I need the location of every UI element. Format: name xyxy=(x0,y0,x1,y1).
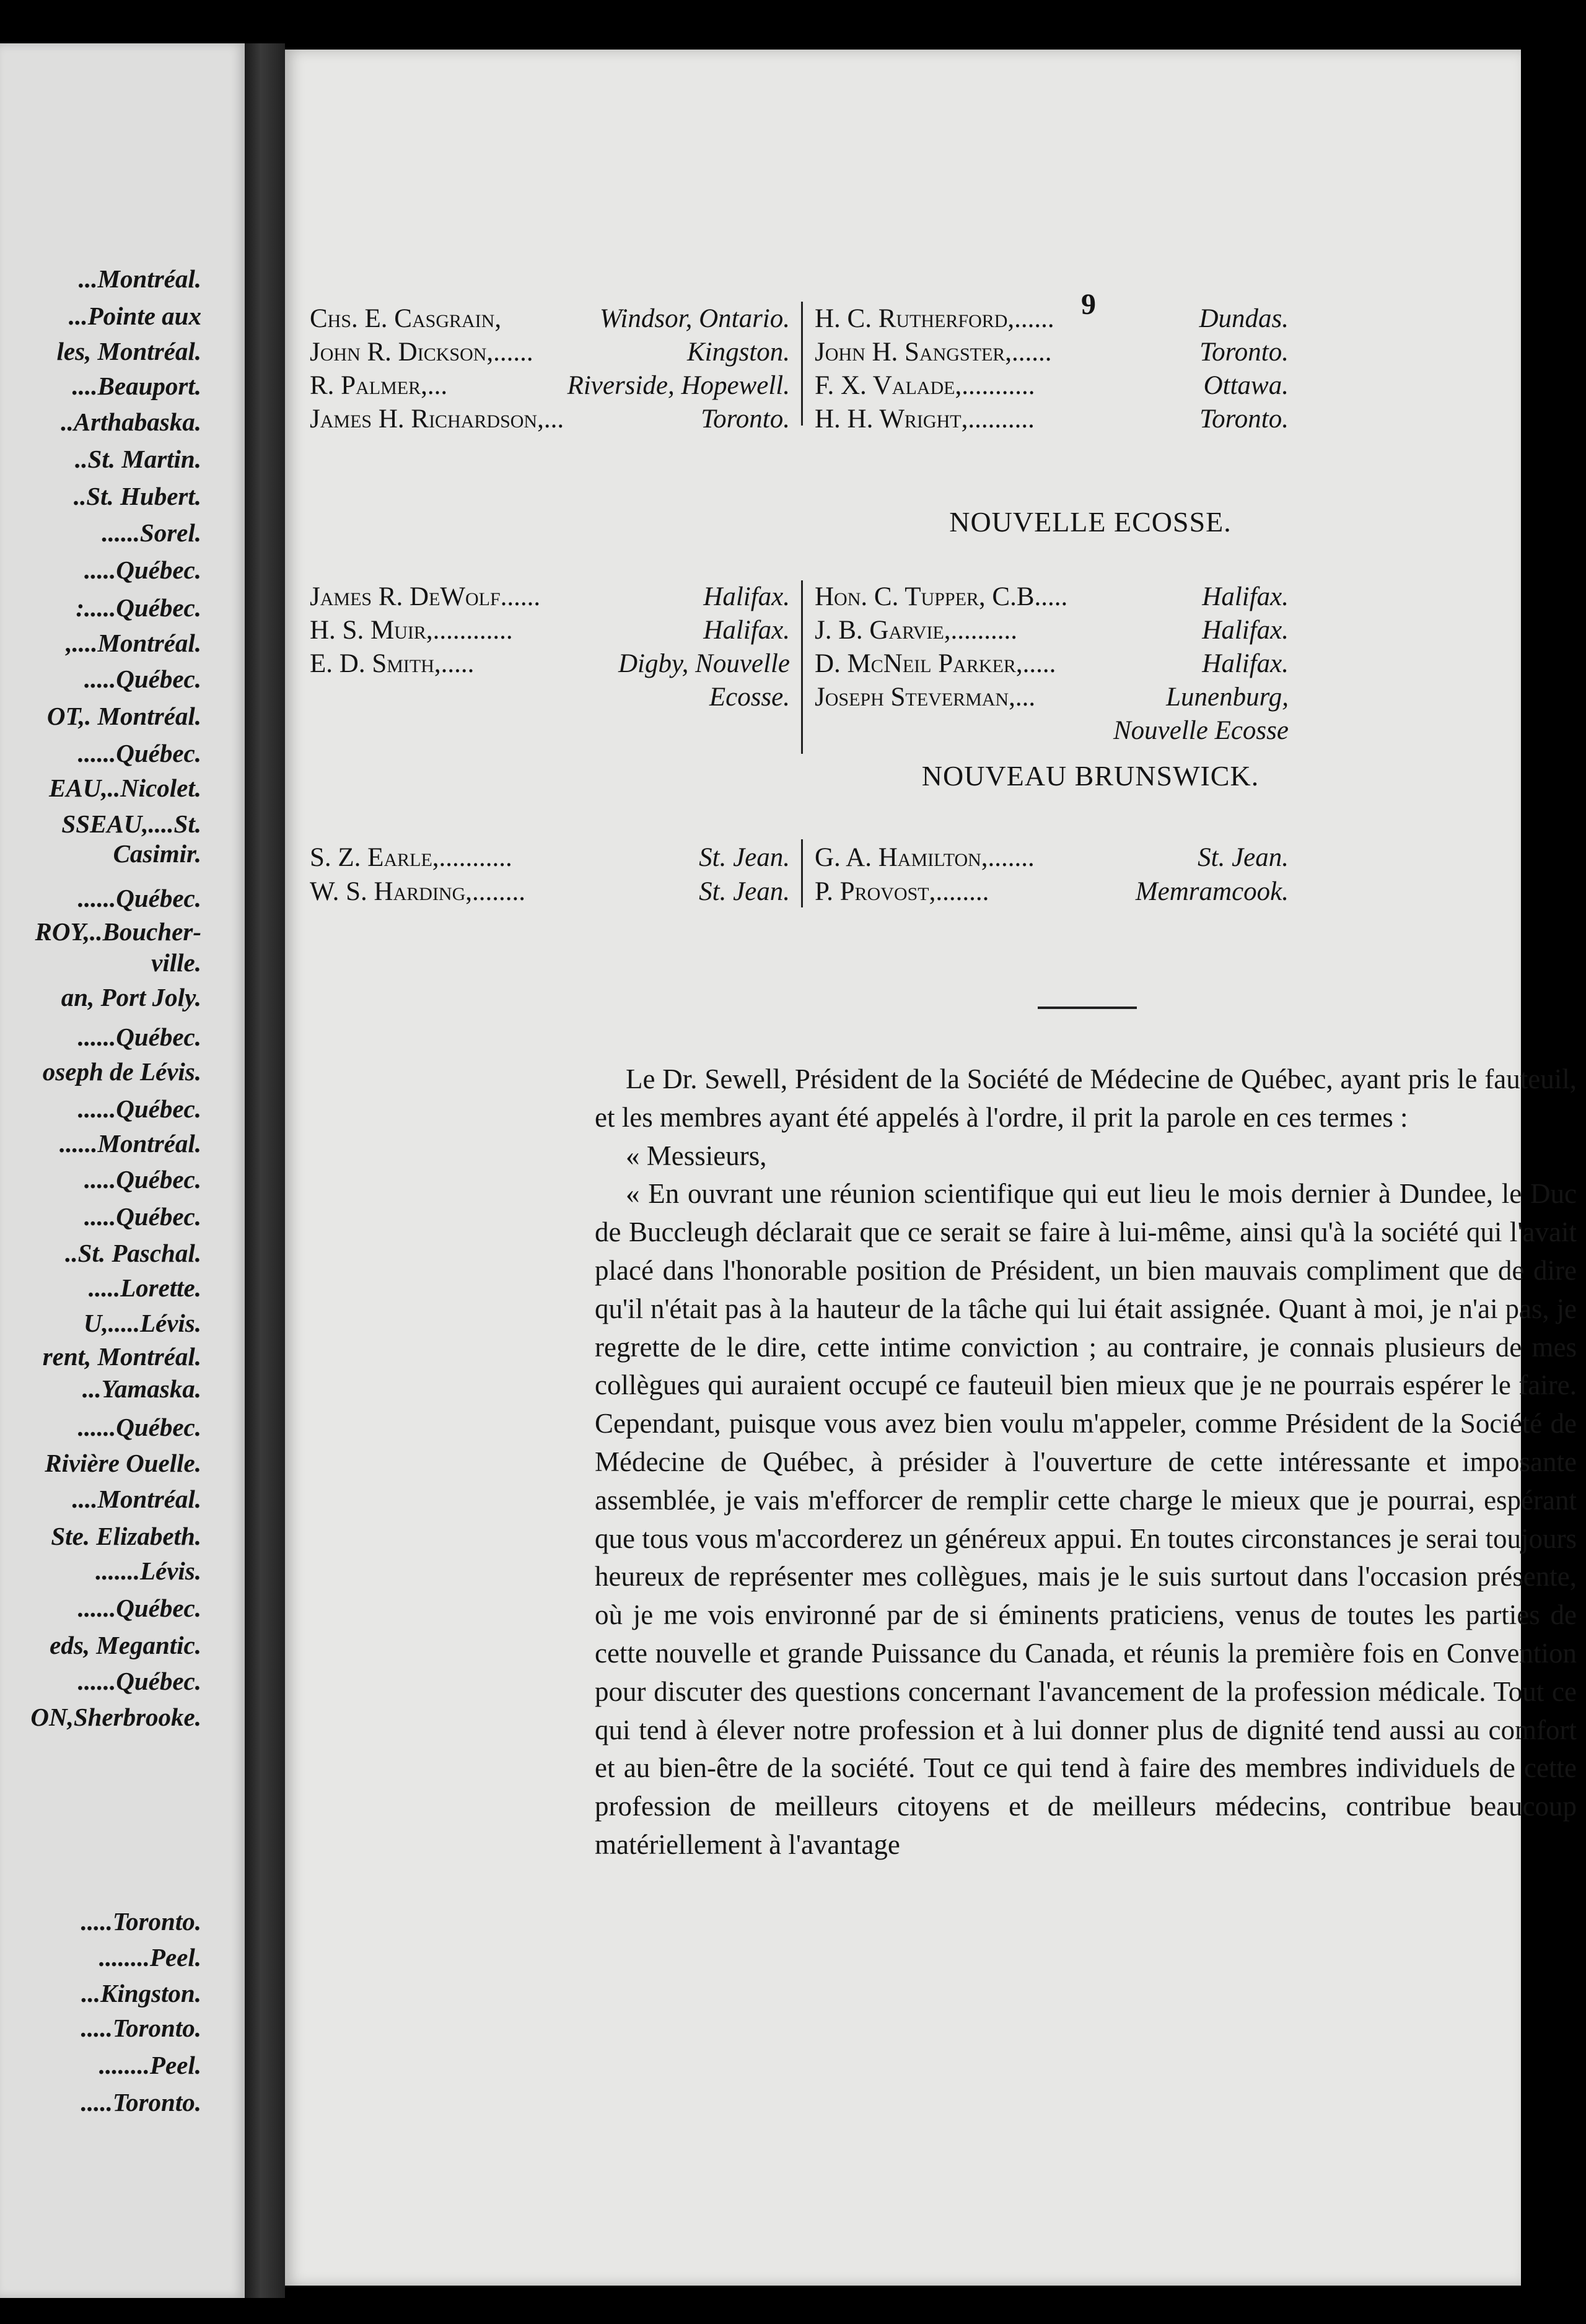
directory-entry xyxy=(310,684,790,710)
facing-page-text: ON,Sherbrooke. xyxy=(30,1703,201,1731)
directory-entry xyxy=(815,305,1289,332)
member-name: John R. Dickson,...... xyxy=(310,338,533,367)
column-divider xyxy=(801,302,803,426)
separator-rule xyxy=(1038,1007,1137,1009)
member-name: R. Palmer,... xyxy=(310,371,448,400)
directory-entry xyxy=(815,844,1289,871)
facing-page-text: .......Lévis. xyxy=(95,1557,201,1585)
facing-page-text: ..St. Hubert. xyxy=(73,482,201,510)
member-location: Windsor, Ontario. xyxy=(599,304,790,333)
member-location: Kingston. xyxy=(686,338,790,367)
facing-page-text: .....Québec. xyxy=(84,1165,201,1194)
facing-page-text: SSEAU,....St. xyxy=(61,810,201,838)
column-divider xyxy=(801,839,803,907)
member-location: Halifax. xyxy=(703,616,790,645)
section-heading-nouveau-brunswick: NOUVEAU BRUNSWICK. xyxy=(921,760,1260,792)
facing-page-text: .....Toronto. xyxy=(81,1907,201,1936)
facing-page-text: Rivière Ouelle. xyxy=(45,1449,201,1477)
member-name: W. S. Harding,........ xyxy=(310,877,526,906)
facing-page-text: ...Kingston. xyxy=(81,1979,201,2007)
facing-page-text: ROY,..Boucher- xyxy=(35,917,201,946)
member-location: Ecosse. xyxy=(709,683,790,712)
facing-page-text: ...Montréal. xyxy=(78,264,201,293)
directory-entry xyxy=(815,583,1289,610)
directory-entry xyxy=(310,650,790,677)
facing-page-text: ....Montréal. xyxy=(72,1485,201,1513)
member-name: H. H. Wright,.......... xyxy=(815,404,1035,434)
facing-page-text: :.....Québec. xyxy=(76,593,201,622)
facing-page-text: eds, Megantic. xyxy=(50,1631,201,1659)
document-page xyxy=(285,50,1577,2286)
member-location: Dundas. xyxy=(1199,304,1289,333)
facing-page-text: les, Montréal. xyxy=(56,337,201,365)
facing-page-text: an, Port Joly. xyxy=(61,983,201,1011)
facing-page-text: ...Yamaska. xyxy=(82,1374,201,1403)
member-location: Memramcook. xyxy=(1135,877,1289,906)
facing-page-text: ..St. Paschal. xyxy=(65,1239,201,1267)
facing-page-text: ........Peel. xyxy=(99,2051,201,2079)
directory-entry xyxy=(815,684,1289,710)
facing-page-text: .....Québec. xyxy=(84,665,201,693)
member-location: Halifax. xyxy=(703,582,790,611)
body-text xyxy=(595,1060,1577,1864)
member-name: G. A. Hamilton,....... xyxy=(815,843,1035,872)
member-location: Digby, Nouvelle xyxy=(618,649,790,678)
facing-page-text: ,....Montréal. xyxy=(66,629,201,657)
directory-entry xyxy=(815,406,1289,432)
facing-page-text: ......Québec. xyxy=(77,1667,201,1695)
directory-entry xyxy=(310,372,790,399)
section-heading-nouvelle-ecosse: NOUVELLE ECOSSE. xyxy=(949,506,1232,538)
facing-page-text: ......Québec. xyxy=(77,1023,201,1051)
facing-page-text: .....Toronto. xyxy=(81,2014,201,2042)
facing-page-text: .....Québec. xyxy=(84,1202,201,1231)
member-location: Halifax. xyxy=(1202,649,1289,678)
facing-page-text: .....Lorette. xyxy=(88,1273,201,1302)
facing-page xyxy=(0,43,245,2298)
member-name: James H. Richardson,... xyxy=(310,404,564,434)
member-name: Chs. E. Casgrain, xyxy=(310,304,502,333)
facing-page-text: ......Québec. xyxy=(77,1594,201,1622)
column-divider xyxy=(801,580,803,754)
member-location: St. Jean. xyxy=(1198,843,1289,872)
facing-page-text: rent, Montréal. xyxy=(42,1342,201,1371)
facing-page-text: EAU,..Nicolet. xyxy=(49,774,201,802)
facing-page-text: oseph de Lévis. xyxy=(42,1057,201,1086)
directory-entry xyxy=(310,339,790,365)
member-location: Halifax. xyxy=(1202,582,1289,611)
member-name: H. S. Muir,............ xyxy=(310,616,513,645)
directory-entry xyxy=(310,406,790,432)
member-name: John H. Sangster,...... xyxy=(815,338,1052,367)
member-location: Nouvelle Ecosse xyxy=(1113,716,1289,745)
directory-entry xyxy=(815,617,1289,644)
directory-entry xyxy=(815,372,1289,399)
facing-page-text: Casimir. xyxy=(113,839,201,868)
facing-page-text: ..St. Martin. xyxy=(75,445,201,473)
facing-page-text: ......Québec. xyxy=(77,884,201,912)
facing-page-text: ......Sorel. xyxy=(102,518,201,547)
member-name: James R. DeWolf...... xyxy=(310,582,541,611)
facing-page-text: .....Toronto. xyxy=(81,2088,201,2116)
facing-page-text: OT,. Montréal. xyxy=(46,702,201,730)
body-paragraph: « Messieurs, xyxy=(626,1140,767,1171)
facing-page-text: ville. xyxy=(151,948,201,977)
member-name: Joseph Steverman,... xyxy=(815,683,1036,712)
member-name: Hon. C. Tupper, C.B..... xyxy=(815,582,1068,611)
member-name: J. B. Garvie,.......... xyxy=(815,616,1017,645)
directory-entry xyxy=(815,650,1289,677)
directory-entry xyxy=(310,878,790,905)
facing-page-text: ......Québec. xyxy=(77,1094,201,1123)
book-gutter xyxy=(245,43,285,2298)
member-location: Lunenburg, xyxy=(1166,683,1289,712)
directory-entry xyxy=(310,305,790,332)
member-location: Riverside, Hopewell. xyxy=(567,371,790,400)
member-name: H. C. Rutherford,...... xyxy=(815,304,1054,333)
member-name: E. D. Smith,..... xyxy=(310,649,475,678)
page-number: 9 xyxy=(1081,288,1096,321)
member-location: Halifax. xyxy=(1202,616,1289,645)
facing-page-text: U,.....Lévis. xyxy=(83,1309,201,1337)
member-name: F. X. Valade,........... xyxy=(815,371,1035,400)
body-paragraph: Le Dr. Sewell, Président de la Société de Médecine de Québec, ayant pris le fauteuil, et les membres ayant été appelés à l'ordre, il prit la parole en ces termes : xyxy=(595,1064,1577,1133)
directory-entry xyxy=(815,878,1289,905)
member-location: Ottawa. xyxy=(1203,371,1289,400)
member-location: St. Jean. xyxy=(699,877,790,906)
directory-entry xyxy=(815,717,1289,744)
facing-page-text: ..Arthabaska. xyxy=(61,408,201,436)
directory-entry xyxy=(815,339,1289,365)
body-paragraph: « En ouvrant une réunion scientifique qui eut lieu le mois dernier à Dundee, le Duc de Buccleugh déclarait que ce serait se faire à lui-même, ainsi qu'à la société qui l'avait placé dans l'honorable position de Président, un bien mauvais compliment que de dire qu'il n'était pas à la hauteur de la tâche qui lui était assignée. Quant à moi, je n'ai pas, je regrette de le dire, cette intime conviction ; au contraire, je connais plusieurs de mes collègues qui auraient occupé ce fauteuil bien mieux que je ne pourrais espérer le faire. Cependant, puisque vous avez bien voulu m'appeler, comme Président de la Société de Médecine de Québec, à présider à l'ouverture de cette intéressante et imposante assemblée, je vais m'efforcer de remplir cette charge le mieux que je pourrai, espérant que tous vous m'accorderez un généreux appui. En toutes circonstances je serai toujours heureux de représenter mes collègues, mais je le suis surtout dans l'occasion présente, où je me vois environné par de si éminents praticiens, venus de toutes les parties de cette nouvelle et grande Puissance du Canada, et réunis la première fois en Convention pour discuter des questions concernant l'avancement de la profession médicale. Tout ce qui tend à élever notre profession et à lui donner plus de dignité tend aussi au comfort et au bien-être de la société. Tout ce qui tend à faire des membres individuels de cette profession de meilleurs citoyens et de meilleurs médecins, contribue beaucoup matériellement à l'avantage xyxy=(595,1178,1577,1860)
facing-page-text: ......Québec. xyxy=(77,739,201,767)
facing-page-text: ......Québec. xyxy=(77,1413,201,1441)
member-name: D. McNeil Parker,..... xyxy=(815,649,1056,678)
facing-page-text: ........Peel. xyxy=(99,1943,201,1972)
facing-page-text: ....Beauport. xyxy=(72,372,201,400)
member-location: St. Jean. xyxy=(699,843,790,872)
member-location: Toronto. xyxy=(701,404,790,434)
facing-page-text: .....Québec. xyxy=(84,556,201,584)
facing-page-text: Ste. Elizabeth. xyxy=(51,1522,201,1550)
member-name: P. Provost,........ xyxy=(815,877,989,906)
member-location: Toronto. xyxy=(1199,338,1289,367)
member-name: S. Z. Earle,........... xyxy=(310,843,512,872)
directory-entry xyxy=(310,844,790,871)
directory-entry xyxy=(310,617,790,644)
facing-page-text: ......Montréal. xyxy=(59,1129,201,1158)
member-location: Toronto. xyxy=(1199,404,1289,434)
directory-entry xyxy=(310,583,790,610)
facing-page-text: ...Pointe aux xyxy=(68,302,201,330)
